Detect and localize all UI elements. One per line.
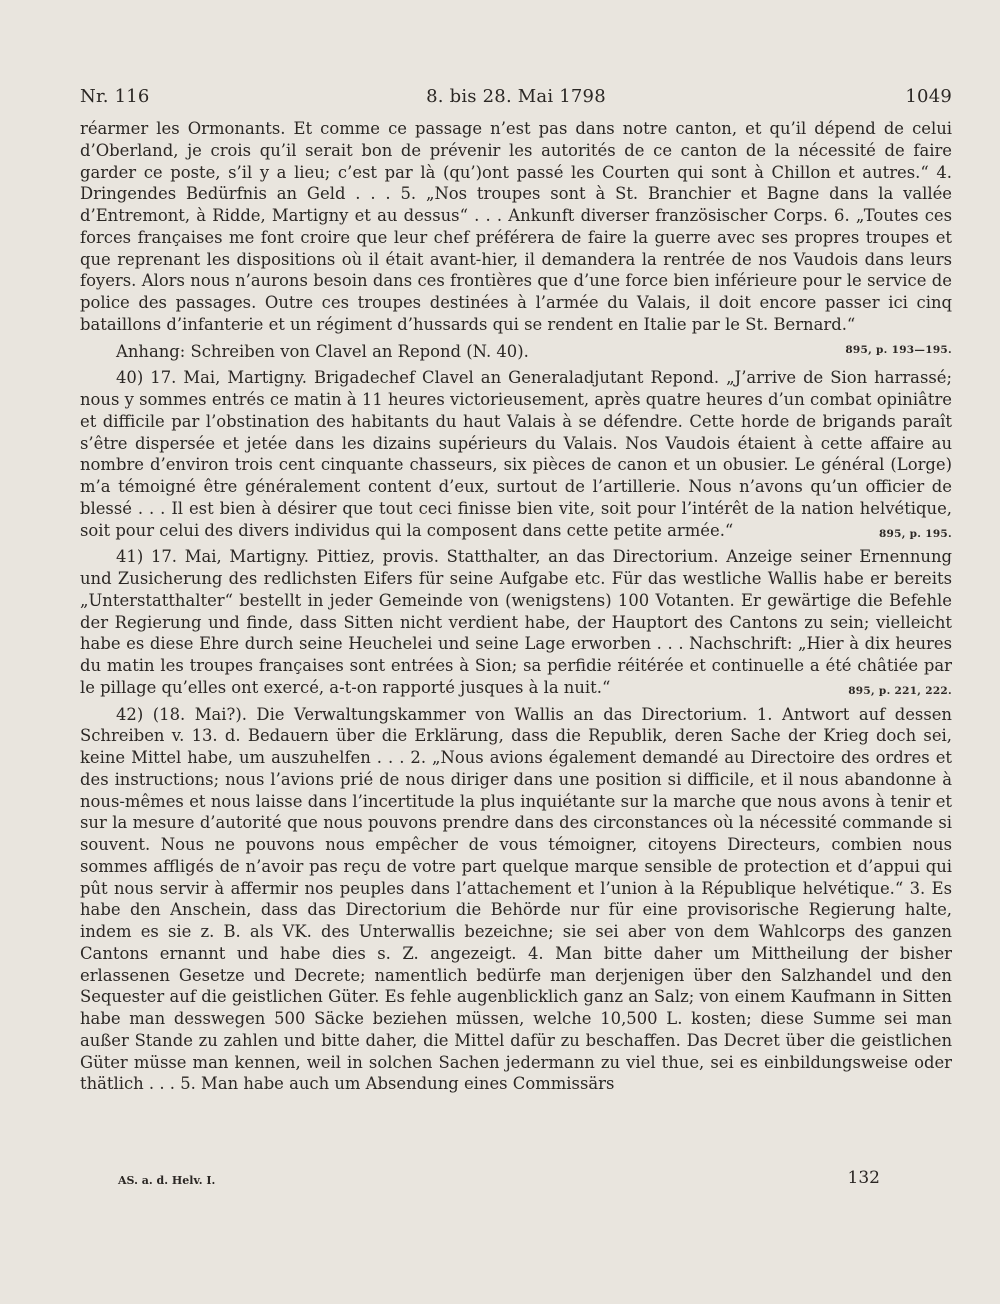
document-number: Nr. 116 [80, 86, 150, 107]
date-range-heading: 8. bis 28. Mai 1798 [426, 86, 606, 107]
paragraph-entry-41 [80, 546, 952, 698]
paragraph-text: 40) 17. Mai, Martigny. Brigadechef Clavel an Generaladjutant Repond. „J’arrive de Sion harrassé; nous y sommes entrés ce matin à 11 heures victorieusement, après quatre heures d’un combat opiniâtre et difficile par l’obstination des habitants du haut Valais à se défendre. Cette horde de brigands paraît s’être dispersée et jetée dans les dizains supérieurs du Valais. Nos Vaudois étaient à cette affaire au nombre d’environ trois cent cinquante chasseurs, six pièces de canon et un obusier. Le général (Lorge) m’a témoigné être généralement content d’eux, surtout de l’artillerie. Nous n’avons qu’un officier de blessé . . . Il est bien à désirer que tout ceci finisse bien vite, soit pour l’intérêt de la nation helvétique, soit pour celui des divers individus qui la composent dans cette petite armée.“ [80, 368, 952, 540]
page-header [80, 86, 952, 116]
series-signature: AS. a. d. Helv. I. [118, 1174, 216, 1187]
paragraph-entry-42 [80, 704, 952, 1096]
page-footer [80, 1168, 952, 1192]
paragraph-text: 41) 17. Mai, Martigny. Pittiez, provis. Statthalter, an das Directorium. Anzeige seiner Ernennung und Zusicherung des redlichsten Eifers für seine Aufgabe etc. Für das westliche Wallis habe er bereits „Unterstatthalter“ bestellt in jeder Gemeinde von (wenigstens) 100 Votanten. Er gewärtige die Befehle der Regierung und finde, dass Sitten nicht verdient habe, der Hauptort des Cantons zu sein; vielleicht habe es diese Ehre durch seine Heuchelei und seine Lage erworben . . . Nachschrift: „Hier à dix heures du matin les troupes françaises sont entrées à Sion; sa perfidie réitérée et continuelle a été châtiée par le pillage qu’elles ont exercé, a-t-on rapporté jusques à la nuit.“ [80, 547, 952, 697]
page-number: 1049 [905, 86, 952, 107]
body-text [80, 118, 952, 1100]
paragraph-appendix-note [80, 341, 952, 363]
paragraph-text: 42) (18. Mai?). Die Verwaltungskammer von Wallis an das Directorium. 1. Antwort auf dessen Schreiben v. 13. d. Bedauern über die Erklärung, dass die Republik, deren Sache der Krieg doch sei, keine Mittel habe, um auszuhelfen . . . 2. „Nous avions également demandé au Directoire des ordres et des instructions; nous l’avions prié de nous diriger dans une position si difficile, et il nous abandonne à nous-mêmes et nous laisse dans l’incertitude la plus inquiétante sur la marche que nous avons à tenir et sur la mesure d’autorité que nous pouvons prendre dans des circonstances où la nécessité commande si souvent. Nous ne pouvons nous empêcher de vous témoigner, citoyens Directeurs, combien nous sommes affligés de n’avoir pas reçu de votre part quelque marque sensible de protection et d’appui qui pût nous servir à affermir nos peuples dans l’attachement et l’union à la République helvétique.“ 3. Es habe den Anschein, dass das Directorium die Behörde nur für eine provisorische Regierung halte, indem es sie z. B. als VK. des Unterwallis bezeichne; sie sei aber von dem Wahlcorps des ganzen Cantons ernannt und habe dies s. Z. angezeigt. 4. Man bitte daher um Mittheilung der bisher erlassenen Gesetze und Decrete; namentlich bedürfe man derjenigen über den Salzhandel und den Sequester auf die geistlichen Güter. Es fehle augenblicklich ganz an Salz; von einem Kaufmann in Sitten habe man desswegen 500 Säcke beziehen müssen, welche 10,500 L. kosten; diese Summe sei man außer Stande zu zahlen und bitte daher, die Mittel dafür zu beschaffen. Das Decret über die geistlichen Güter müsse man kennen, weil in solchen Sachen jedermann zu viel thue, sei es einbildungsweise oder thätlich . . . 5. Man habe auch um Absendung eines Commissärs [80, 704, 952, 1094]
paragraph-text: Anhang: Schreiben von Clavel an Repond (N. 40). [116, 341, 529, 361]
source-reference: 895, p. 193—195. [845, 343, 952, 356]
sheet-number: 132 [847, 1168, 880, 1188]
source-reference: 895, p. 195. [878, 527, 952, 540]
source-reference: 895, p. 221, 222. [848, 684, 952, 697]
paragraph-text: réarmer les Ormonants. Et comme ce passage n’est pas dans notre canton, et qu’il dépend de celui d’Oberland, je crois qu’il serait bon de prévenir les autorités de ce canton de la nécessité de faire garder ce poste, s’il y a lieu; c’est par là (qu’)ont passé les Courten qui sont à Chillon et autres.“ 4. Dringendes Bedürfnis an Geld . . . 5. „Nos troupes sont à St. Branchier et Bagne dans la vallée d’Entremont, à Ridde, Martigny et au dessus“ . . . Ankunft diverser französischer Corps. 6. „Toutes ces forces françaises me font croire que leur chef préférera de faire la guerre avec ses propres troupes et que reprenant les dispositions où il était avant-hier, il demandera la rentrée de nos Vaudois dans leurs foyers. Alors nous n’aurons besoin dans ces frontières que d’une force bien inférieure pour le service de police des passages. Outre ces troupes destinées à l’armée du Valais, il doit encore passer ici cinq bataillons d’infanterie et un régiment d’hussards qui se rendent en Italie par le St. Bernard.“ [80, 119, 952, 334]
paragraph-entry-40 [80, 367, 952, 541]
